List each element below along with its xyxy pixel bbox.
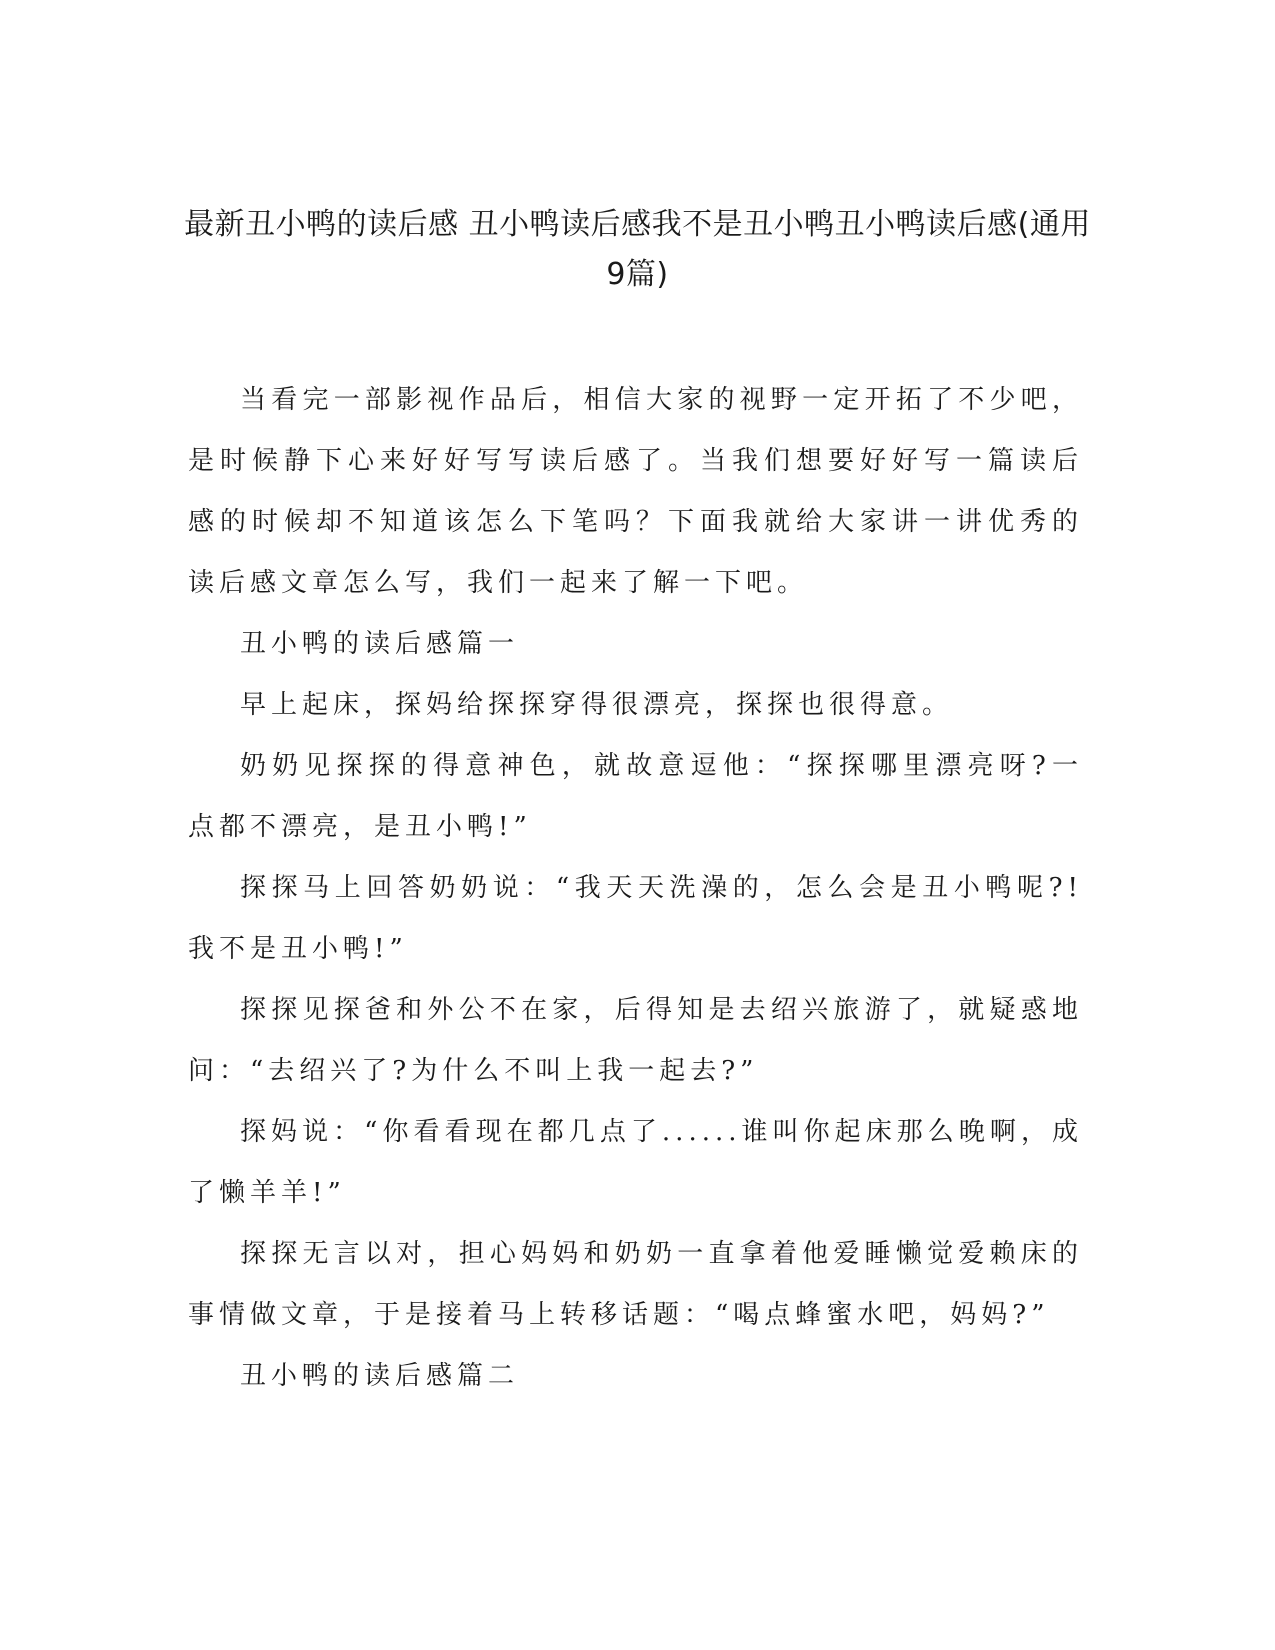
intro-paragraph: 当看完一部影视作品后，相信大家的视野一定开拓了不少吧，是时候静下心来好好写写读后感了。当我们想要好好写一篇读后感的时候却不知道该怎么下笔吗？下面我就给大家讲一讲优秀的读后感文章怎么写，我们一起来了解一下吧。 — [188, 385, 1083, 598]
section-heading-1: 丑小鸭的读后感篇一 — [240, 629, 520, 659]
paragraph: 奶奶见探探的得意神色，就故意逗他：“探探哪里漂亮呀?一点都不漂亮，是丑小鸭!” — [188, 751, 1083, 842]
document-body — [188, 370, 1083, 1407]
paragraph: 探探见探爸和外公不在家，后得知是去绍兴旅游了，就疑惑地问：“去绍兴了?为什么不叫上我一起去?” — [188, 995, 1083, 1086]
paragraph: 探妈说：“你看看现在都几点了......谁叫你起床那么晚啊，成了懒羊羊!” — [188, 1117, 1083, 1208]
paragraph: 探探无言以对，担心妈妈和奶奶一直拿着他爱睡懒觉爱赖床的事情做文章，于是接着马上转移话题：“喝点蜂蜜水吧，妈妈?” — [188, 1239, 1083, 1330]
paragraph: 早上起床，探妈给探探穿得很漂亮，探探也很得意。 — [240, 690, 954, 720]
document-title: 最新丑小鸭的读后感 丑小鸭读后感我不是丑小鸭丑小鸭读后感(通用9篇) — [184, 207, 1091, 292]
section-heading-2: 丑小鸭的读后感篇二 — [240, 1361, 520, 1391]
paragraph: 探探马上回答奶奶说：“我天天洗澡的，怎么会是丑小鸭呢?!我不是丑小鸭!” — [188, 873, 1083, 964]
